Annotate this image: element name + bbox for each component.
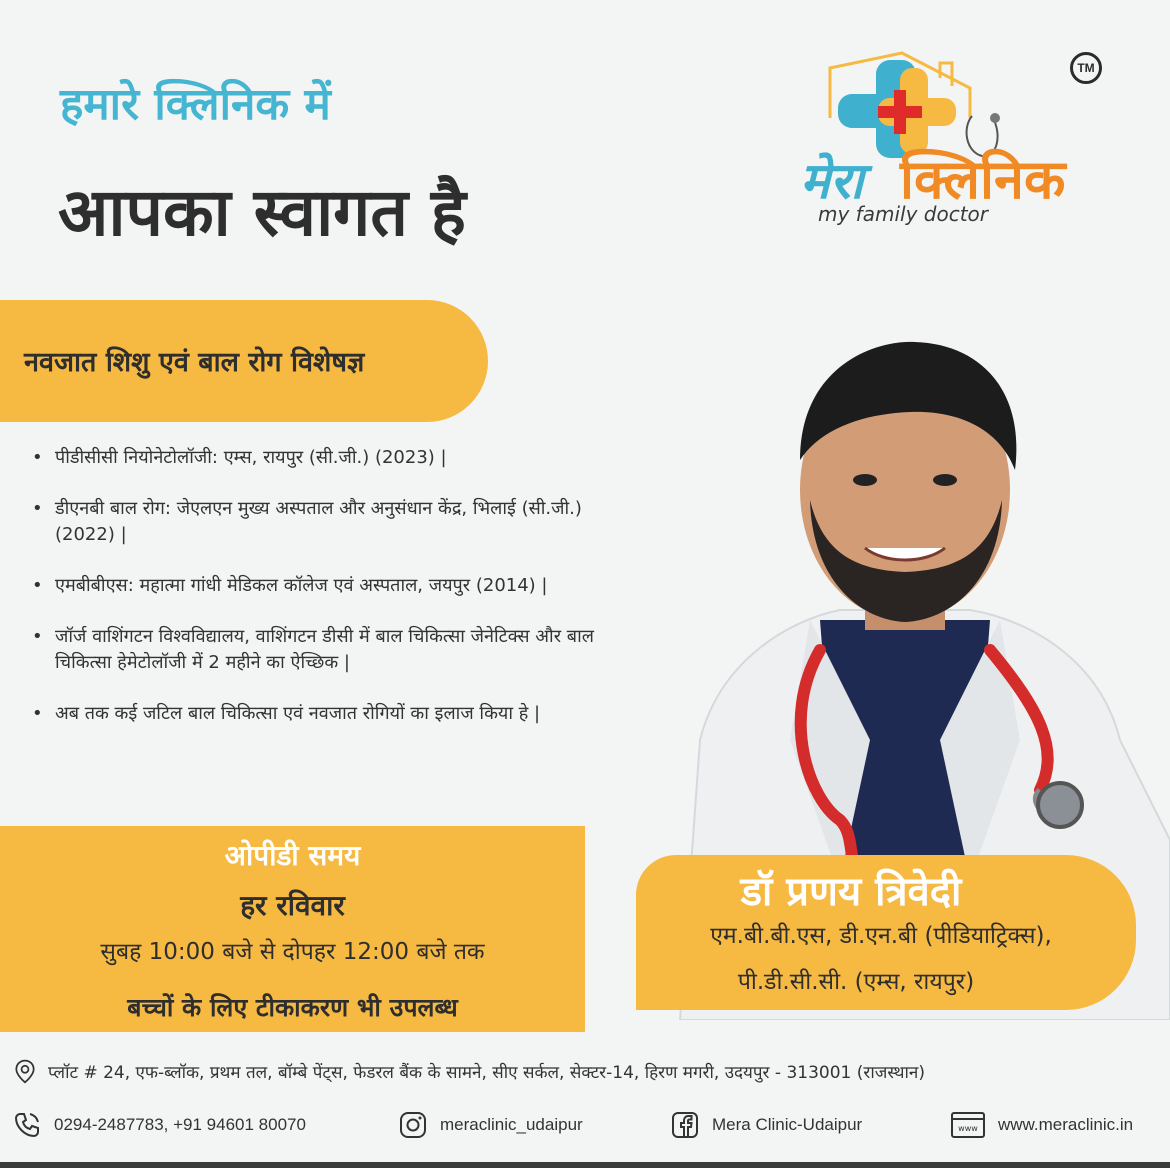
instagram-icon xyxy=(398,1110,428,1140)
location-pin-icon xyxy=(12,1056,38,1086)
list-item: • जॉर्ज वाशिंगटन विश्वविद्यालय, वाशिंगटन डीसी में बाल चिकित्सा जेनेटिक्स और बाल चिकित्सा हेमेटोलॉजी में 2 महीने का ऐच्छिक | xyxy=(30,624,620,676)
doctor-name: डॉ प्रणय त्रिवेदी xyxy=(740,869,962,915)
logo-text-mera: मेरा xyxy=(800,152,864,210)
opd-title: ओपीडी समय xyxy=(224,839,361,872)
list-item: • अब तक कई जटिल बाल चिकित्सा एवं नवजात रोगियों का इलाज किया हे | xyxy=(30,701,620,727)
website-link[interactable] xyxy=(950,1108,1133,1142)
specialty-title: नवजात शिशु एवं बाल रोग विशेषज्ञ xyxy=(24,347,365,378)
website-text: www.meraclinic.in xyxy=(998,1115,1134,1134)
doctor-degrees-line1: एम.बी.बी.एस, डी.एन.बी (पीडियाट्रिक्स), xyxy=(710,923,1052,949)
svg-text:www: www xyxy=(958,1124,978,1133)
www-icon xyxy=(950,1110,986,1140)
instagram-text: meraclinic_udaipur xyxy=(440,1115,583,1134)
facebook-text: Mera Clinic-Udaipur xyxy=(712,1115,863,1134)
phone-contact[interactable] xyxy=(12,1108,306,1142)
logo-text-clinic: क्लिनिक xyxy=(900,148,1066,211)
doctor-degrees-line2: पी.डी.सी.सी. (एम्स, रायपुर) xyxy=(737,969,975,995)
list-item: • पीडीसीसी नियोनेटोलॉजी: एम्स, रायपुर (सी.जी.) (2023) | xyxy=(30,445,620,471)
opd-time: सुबह 10:00 बजे से दोपहर 12:00 बजे तक xyxy=(100,939,485,965)
welcome-subtitle: हमारे क्लिनिक में xyxy=(60,79,331,130)
footer-address xyxy=(12,1055,925,1087)
list-item: • डीएनबी बाल रोग: जेएलएन मुख्य अस्पताल और अनुसंधान केंद्र, भिलाई (सी.जी.) (2022) | xyxy=(30,496,620,548)
facebook-icon xyxy=(670,1110,700,1140)
address-text: प्लॉट # 24, एफ-ब्लॉक, प्रथम तल, बॉम्बे पेंट्स, फेडरल बैंक के सामने, सीए सर्कल, सेक्टर-14, हिरण मगरी, उदयपुर - 313001 (राजस्थान) xyxy=(48,1062,925,1083)
facebook-link[interactable] xyxy=(670,1108,862,1142)
instagram-link[interactable] xyxy=(398,1108,583,1142)
vaccination-note: बच्चों के लिए टीकाकरण भी उपलब्ध xyxy=(127,993,458,1022)
welcome-title: आपका स्वागत है xyxy=(58,174,466,251)
trademark-badge: TM xyxy=(1070,52,1102,84)
bottom-bar xyxy=(0,1162,1170,1168)
phone-text: 0294-2487783, +91 94601 80070 xyxy=(54,1115,306,1134)
list-item: • एमबीबीएस: महात्मा गांधी मेडिकल कॉलेज एवं अस्पताल, जयपुर (2014) | xyxy=(30,573,620,599)
opd-day: हर रविवार xyxy=(240,889,345,922)
qualification-list xyxy=(30,445,620,752)
phone-icon xyxy=(12,1110,42,1140)
logo-tagline: my family doctor xyxy=(818,202,988,226)
